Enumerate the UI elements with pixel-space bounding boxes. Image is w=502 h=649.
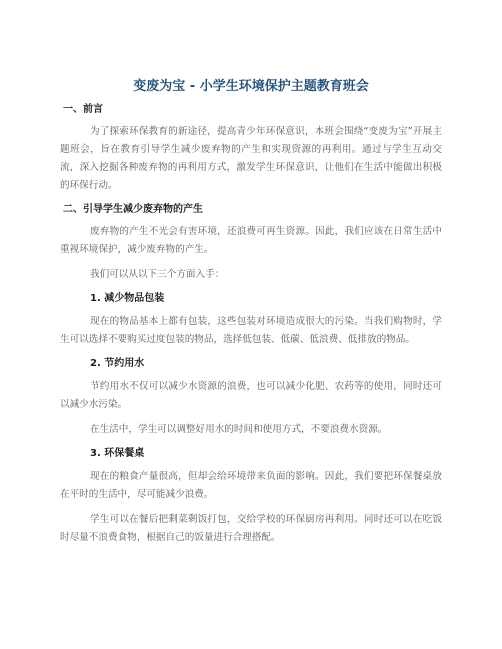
intro-paragraph: 为了探索环保教育的新途径，提高青少年环保意识，本班会围绕“变废为宝”开展主题班会，旨在教育引导学生减少废弃物的产生和实现资源的再利用。通过与学生互动交流，深入挖掘各种废弃物的再利用方式，激发学生环保意识，让他们在生活中能做出积极的环保行动。 <box>60 126 442 191</box>
water-paragraph-2: 在生活中，学生可以调整好用水的时间和使用方式，不要浪费水资源。 <box>90 424 388 435</box>
item-heading-packaging: 1. 减少物品包装 <box>90 293 165 304</box>
item-heading-water: 2. 节约用水 <box>90 358 145 369</box>
section-heading-intro: 一、前言 <box>63 104 103 115</box>
section-heading-reduce-waste: 二、引导学生减少废弃物的产生 <box>63 204 203 215</box>
item-heading-green-table: 3. 环保餐桌 <box>90 448 145 459</box>
three-aspects-paragraph: 我们可以从以下三个方面入手： <box>90 269 225 280</box>
packaging-paragraph: 现在的物品基本上都有包装，这些包装对环境造成很大的污染。当我们购物时，学生可以选择不要购买过度包装的物品，选择低包装、低碳、低浪费、低排放的物品。 <box>60 316 442 345</box>
green-table-paragraph-2: 学生可以在餐后把剩菜剩饭打包，交给学校的环保厨房再利用。同时还可以在吃饭时尽量不浪费食物，根据自己的饭量进行合理搭配。 <box>60 514 442 543</box>
water-paragraph-1: 节约用水不仅可以减少水资源的浪费，也可以减少化肥、农药等的使用，同时还可以减少水污染。 <box>60 381 442 410</box>
green-table-paragraph-1: 现在的粮食产量很高，但却会给环境带来负面的影响。因此，我们要把环保餐桌放在平时的生活中，尽可能减少浪费。 <box>60 471 442 500</box>
reduce-waste-paragraph: 废弃物的产生不光会有害环境，还浪费可再生资源。因此，我们应该在日常生活中重视环境保护，减少废弃物的产生。 <box>60 226 442 255</box>
document-title: 变废为宝 - 小学生环境保护主题教育班会 <box>133 79 369 94</box>
